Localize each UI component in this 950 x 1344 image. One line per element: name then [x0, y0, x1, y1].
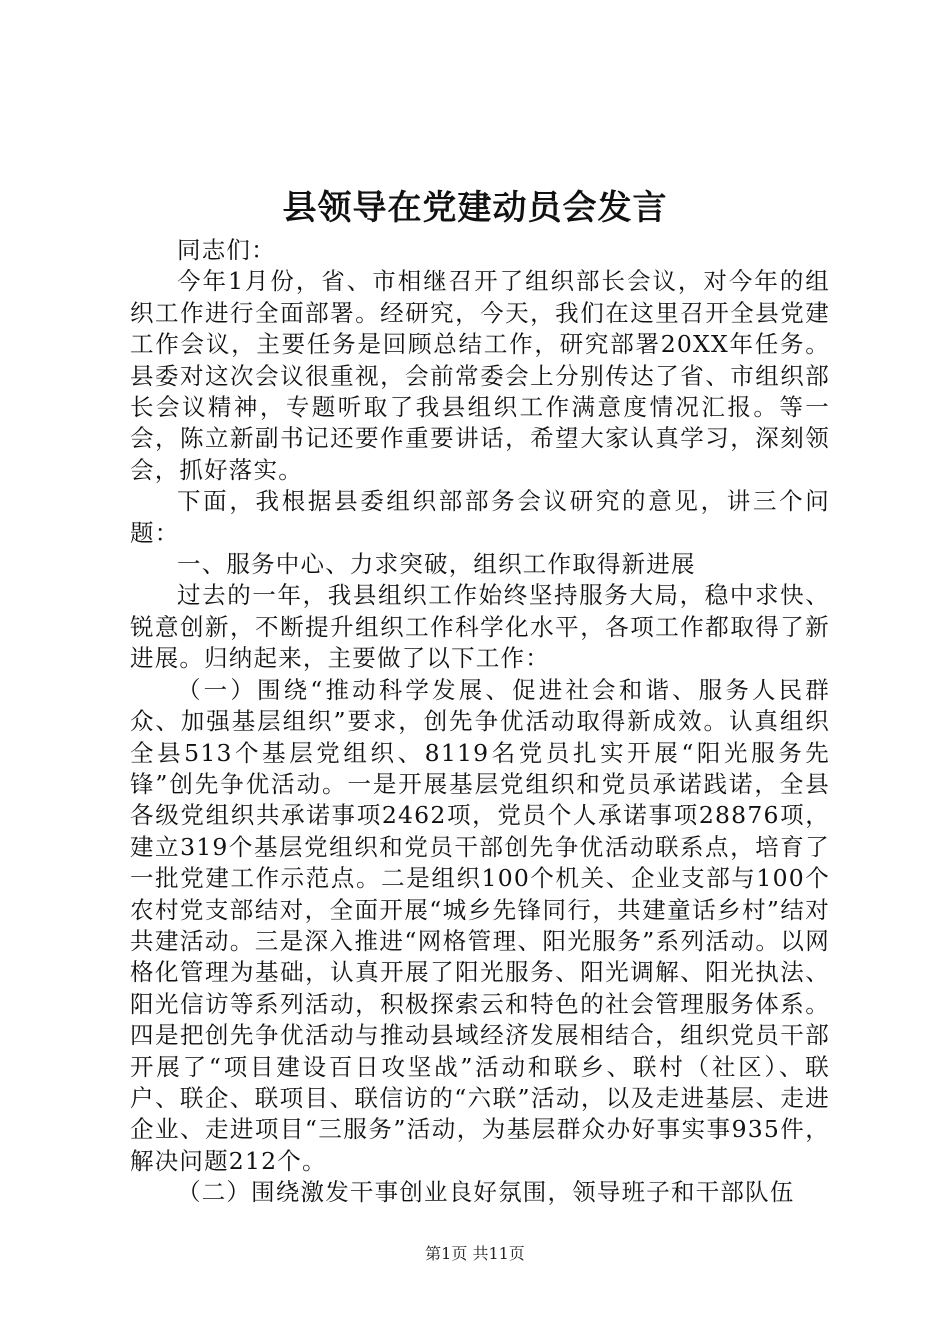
item-two-paragraph: （二）围绕激发干事创业良好氛围，领导班子和干部队伍 — [177, 1178, 795, 1207]
intro-paragraph: 今年1月份，省、市相继召开了组织部长会议，对今年的组织工作进行全面部署。经研究，今天，我们在这里召开全县党建工作会议，主要任务是回顾总结工作，研究部署20XX年任务。县委对这次会议很重视，会前常委会上分别传达了省、市组织部长会议精神，专题听取了我县组织工作满意度情况汇报。等一会，陈立新副书记还要作重要讲话，希望大家认真学习，深刻领会，抓好落实。 — [130, 267, 830, 484]
outline-paragraph: 下面，我根据县委组织部部务会议研究的意见，讲三个问题： — [130, 487, 830, 547]
salutation-paragraph: 同志们： — [177, 236, 276, 264]
document-body — [130, 235, 830, 1209]
document-title: 县领导在党建动员会发言 — [282, 188, 668, 228]
page-number-footer: 第1页 共11页 — [425, 1244, 525, 1263]
item-one-paragraph: （一）围绕“推动科学发展、促进社会和谐、服务人民群众、加强基层组织”要求，创先争优活动取得新成效。认真组织全县513个基层党组织、8119名党员扎实开展“阳光服务先锋”创先争优活动。一是开展基层党组织和党员承诺践诺，全县各级党组织共承诺事项2462项，党员个人承诺事项28876项，建立319个基层党组织和党员干部创先争优活动联系点，培育了一批党建工作示范点。二是组织100个机关、企业支部与100个农村党支部结对，全面开展“城乡先锋同行，共建童话乡村”结对共建活动。三是深入推进“网格管理、阳光服务”系列活动。以网格化管理为基础，认真开展了阳光服务、阳光调解、阳光执法、阳光信访等系列活动，积极探索云和特色的社会管理服务体系。四是把创先争优活动与推动县域经济发展相结合，组织党员干部开展了“项目建设百日攻坚战”活动和联乡、联村（社区）、联户、联企、联项目、联信访的“六联”活动，以及走进基层、走进企业、走进项目“三服务”活动，为基层群众办好事实事935件，解决问题212个。 — [130, 675, 830, 1175]
section-heading: 一、服务中心、力求突破，组织工作取得新进展 — [177, 550, 696, 579]
summary-paragraph: 过去的一年，我县组织工作始终坚持服务大局，稳中求快、锐意创新，不断提升组织工作科学化水平，各项工作都取得了新进展。归纳起来，主要做了以下工作： — [130, 581, 830, 673]
